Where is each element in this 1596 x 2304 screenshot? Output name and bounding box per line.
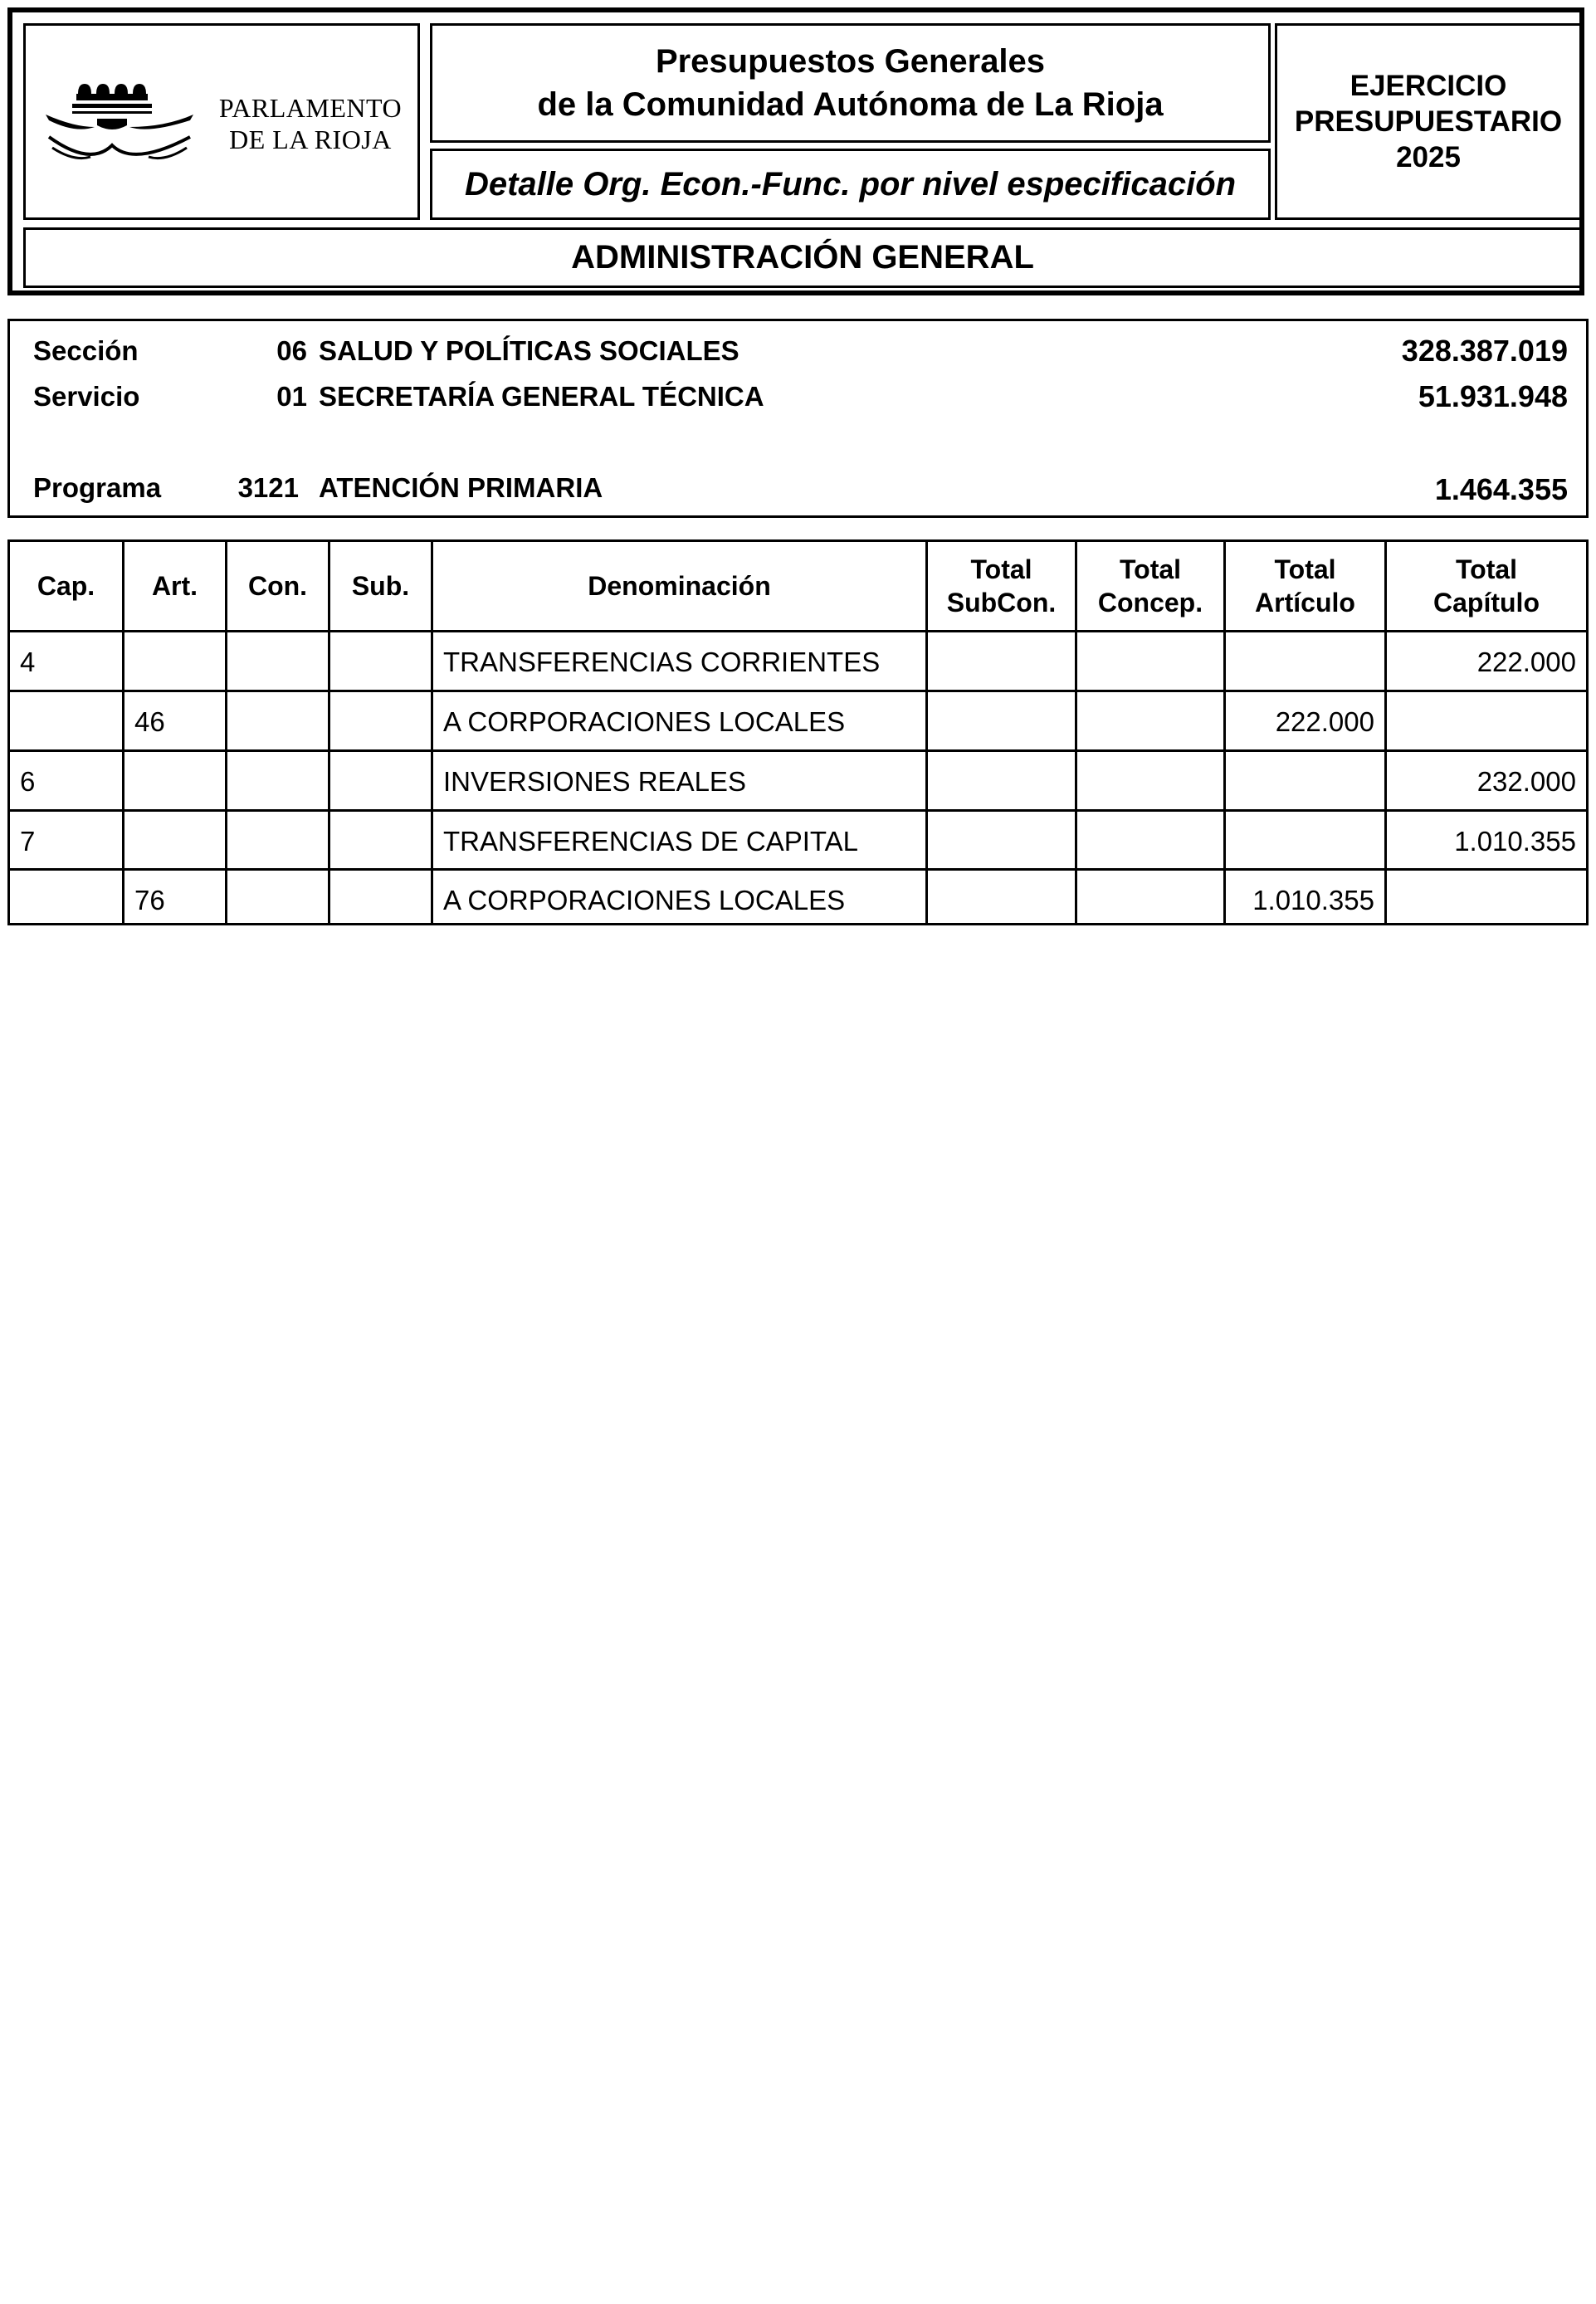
header-con (227, 542, 328, 630)
title-line2: de la Comunidad Autónoma de La Rioja (537, 86, 1164, 123)
exercise-line2: PRESUPUESTARIO (1294, 105, 1563, 138)
cell-total-capitulo (1387, 692, 1586, 752)
header-denominacion (433, 542, 925, 630)
header-total-capitulo-line2: Capítulo (1433, 588, 1540, 617)
document-header (7, 7, 1584, 295)
header-sub (330, 542, 431, 630)
cell-denominacion: A CORPORACIONES LOCALES (443, 885, 846, 915)
programa-code: 3121 (237, 472, 299, 503)
header-total-subcon-line1: Total (970, 554, 1032, 584)
header-total-concep-line1: Total (1119, 554, 1182, 584)
cell-cap (10, 692, 122, 752)
servicio-name: SECRETARÍA GENERAL TÉCNICA (319, 381, 764, 412)
cell-denominacion: A CORPORACIONES LOCALES (443, 706, 846, 737)
cell-total-articulo (1226, 812, 1384, 871)
cell-art: 76 (134, 885, 165, 915)
servicio-amount: 51.931.948 (1418, 379, 1568, 413)
header-total-subcon-line2: SubCon. (946, 588, 1057, 617)
cell-denominacion: INVERSIONES REALES (443, 766, 746, 797)
header-total-articulo (1226, 542, 1384, 630)
header-total-concep (1077, 542, 1223, 630)
programa-name: ATENCIÓN PRIMARIA (319, 472, 603, 503)
org-name-line1: PARLAMENTO (218, 93, 403, 123)
programa-label: Programa (33, 472, 162, 503)
cell-total-capitulo: 1.010.355 (1454, 826, 1576, 857)
cell-denominacion: TRANSFERENCIAS DE CAPITAL (443, 826, 858, 857)
cell-cap: 6 (20, 766, 36, 797)
subtitle-text: Detalle Org. Econ.-Func. por nivel especificación (464, 165, 1237, 203)
header-total-capitulo (1387, 542, 1586, 630)
org-name-line2: DE LA RIOJA (229, 124, 392, 154)
title-line1: Presupuestos Generales (655, 43, 1046, 80)
parliament-emblem-icon (41, 69, 198, 168)
budget-table (7, 539, 1589, 925)
administration-label: ADMINISTRACIÓN GENERAL (571, 239, 1034, 276)
cell-total-articulo: 1.010.355 (1252, 885, 1374, 915)
header-total-articulo-line1: Total (1274, 554, 1336, 584)
document-title (430, 23, 1271, 143)
header-total-concep-line2: Concep. (1097, 588, 1203, 617)
cell-total-articulo (1226, 632, 1384, 692)
header-cap (10, 542, 122, 630)
programa-amount: 1.464.355 (1434, 472, 1568, 506)
cell-art (124, 632, 225, 692)
header-art (124, 542, 225, 630)
cell-cap: 4 (20, 647, 36, 677)
cell-total-capitulo (1387, 871, 1586, 930)
header-total-capitulo-line1: Total (1455, 554, 1518, 584)
header-art-label: Art. (151, 571, 198, 601)
servicio-code: 01 (276, 381, 307, 412)
budget-section-info (7, 319, 1589, 518)
cell-cap: 7 (20, 826, 36, 857)
header-cap-label: Cap. (37, 571, 95, 601)
header-denominacion-label: Denominación (588, 571, 771, 601)
cell-total-articulo: 222.000 (1275, 706, 1374, 737)
cell-total-capitulo: 232.000 (1476, 766, 1576, 797)
cell-art: 46 (134, 706, 165, 737)
administration-box (23, 227, 1582, 288)
document-subtitle (430, 149, 1271, 220)
header-con-label: Con. (247, 571, 308, 601)
header-sub-label: Sub. (351, 571, 410, 601)
cell-total-articulo (1226, 752, 1384, 812)
cell-art (124, 752, 225, 812)
cell-art (124, 812, 225, 871)
seccion-name: SALUD Y POLÍTICAS SOCIALES (319, 335, 739, 366)
cell-denominacion: TRANSFERENCIAS CORRIENTES (443, 647, 881, 677)
org-name (207, 92, 414, 155)
header-total-subcon (928, 542, 1075, 630)
exercise-box (1275, 23, 1582, 220)
seccion-code: 06 (276, 335, 307, 366)
header-total-articulo-line2: Artículo (1255, 588, 1355, 617)
exercise-line1: EJERCICIO (1350, 70, 1507, 102)
exercise-year: 2025 (1396, 141, 1461, 173)
servicio-label: Servicio (33, 381, 140, 412)
seccion-amount: 328.387.019 (1401, 334, 1568, 368)
cell-cap (10, 871, 122, 930)
cell-total-capitulo: 222.000 (1476, 647, 1576, 677)
seccion-label: Sección (33, 335, 139, 366)
logo-box (23, 23, 420, 220)
